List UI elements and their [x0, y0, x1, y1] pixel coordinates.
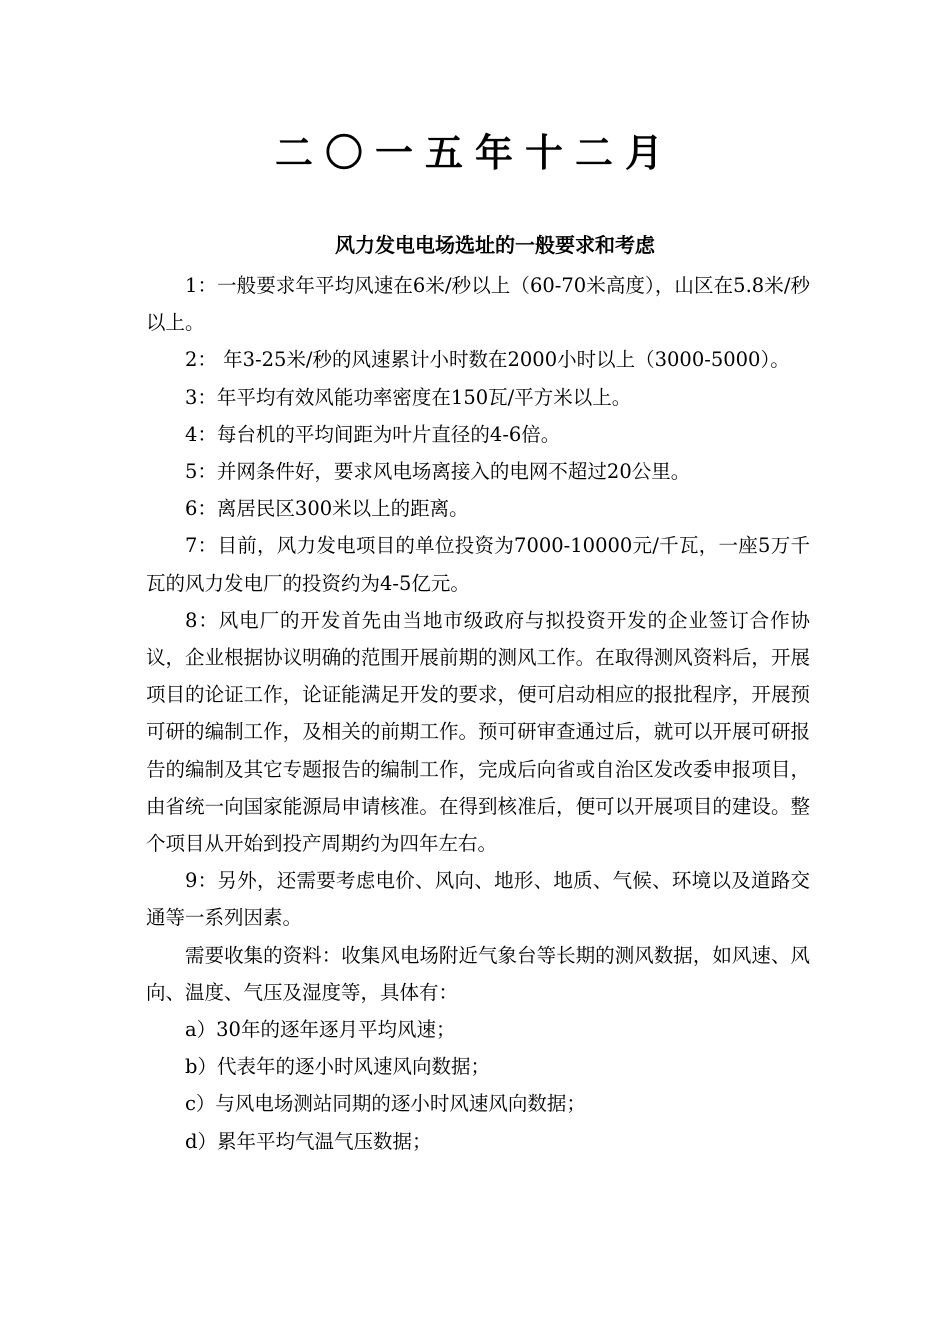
paragraph-9: 9：另外，还需要考虑电价、风向、地形、地质、气候、环境以及道路交通等一系列因素。 [146, 869, 810, 930]
document-body [146, 267, 810, 1160]
date-heading: 二〇一五年十二月 [274, 131, 675, 175]
list-item-c: c）与风电场测站同期的逐小时风速风向数据； [185, 1092, 586, 1116]
paragraph-2: 2： 年3-25米/秒的风速累计小时数在2000小时以上（3000-5000）。 [185, 348, 790, 372]
list-item-a: a）30年的逐年逐月平均风速； [185, 1018, 456, 1042]
paragraph-6: 6：离居民区300米以上的距离。 [185, 497, 469, 521]
list-item-b: b）代表年的逐小时风速风向数据； [185, 1055, 490, 1079]
paragraph-4: 4：每台机的平均间距为叶片直径的4-6倍。 [185, 422, 561, 446]
paragraph-5: 5：并网条件好，要求风电场离接入的电网不超过20公里。 [185, 460, 691, 484]
paragraph-7: 7：目前，风力发电项目的单位投资为7000-10000元/千瓦，一座5万千瓦的风力发电厂的投资约为4-5亿元。 [146, 534, 810, 595]
paragraph-data-collection: 需要收集的资料：收集风电场附近气象台等长期的测风数据，如风速、风向、温度、气压及湿度等，具体有： [146, 943, 810, 1004]
document-title: 风力发电电场选址的一般要求和考虑 [335, 233, 655, 257]
paragraph-1: 1：一般要求年平均风速在6米/秒以上（60-70米高度），山区在5.8米/秒以上。 [146, 274, 810, 335]
list-item-d: d）累年平均气温气压数据； [185, 1129, 432, 1153]
paragraph-3: 3：年平均有效风能功率密度在150瓦/平方米以上。 [185, 385, 632, 409]
paragraph-8: 8：风电厂的开发首先由当地市级政府与拟投资开发的企业签订合作协议，企业根据协议明确的范围开展前期的测风工作。在取得测风资料后，开展项目的论证工作，论证能满足开发的要求，便可启动相应的报批程序，开展预可研的编制工作，及相关的前期工作。预可研审查通过后，就可以开展可研报告的编制及其它专题报告的编制工作，完成后向省或自治区发改委申报项目，由省统一向国家能源局申请核准。在得到核准后，便可以开展项目的建设。整个项目从开始到投产周期约为四年左右。 [146, 608, 810, 856]
